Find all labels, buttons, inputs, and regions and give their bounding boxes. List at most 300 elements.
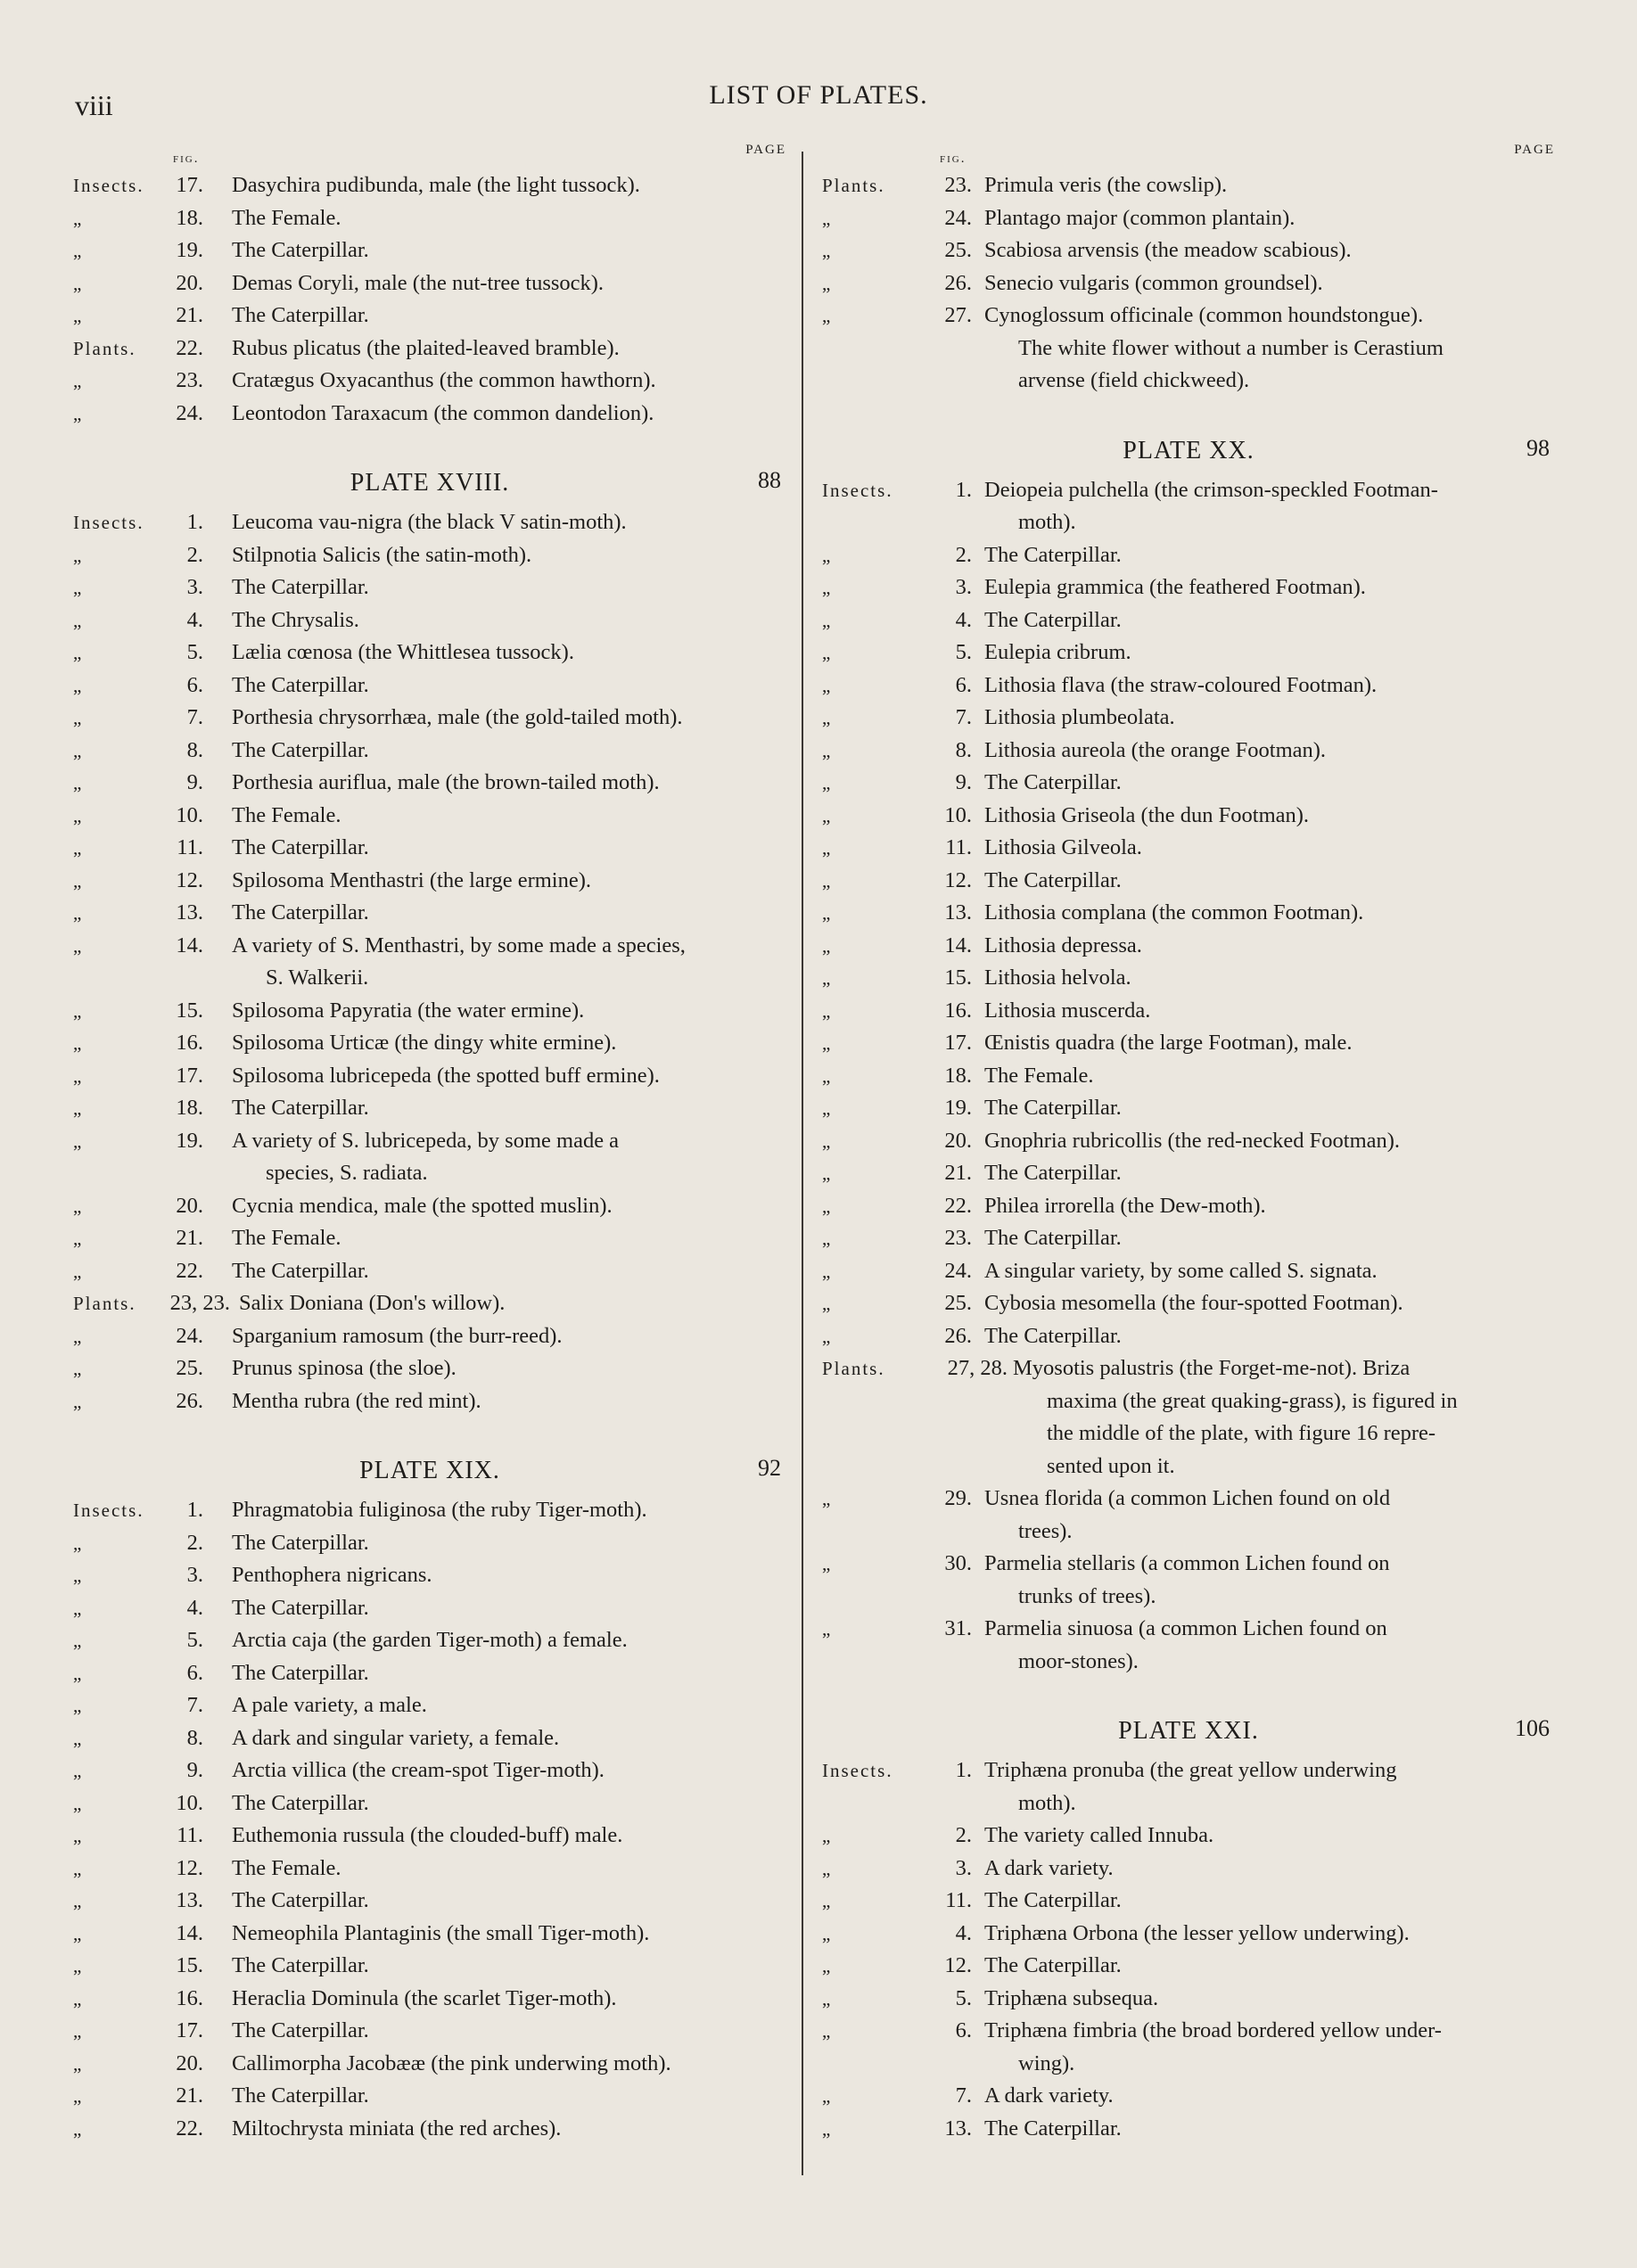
entry-line: The Caterpillar. (984, 1096, 1122, 1120)
entry-line: The Caterpillar. (232, 2083, 369, 2108)
figure-number: 15. (176, 1953, 203, 1977)
entry-line: The Caterpillar. (984, 2116, 1122, 2141)
entry-category: „ (73, 804, 84, 826)
figure-number: 4. (955, 1920, 972, 1945)
list-entry (73, 267, 786, 300)
figure-number: 23. (944, 173, 972, 197)
entry-category: „ (73, 1955, 84, 1976)
list-entry (73, 1222, 786, 1255)
column-header (73, 143, 786, 169)
figure-number: 6. (955, 672, 972, 697)
entry-category: Insects. (73, 175, 144, 196)
entry-line: Phragmatobia fuliginosa (the ruby Tiger-moth). (232, 1498, 647, 1522)
figure-number: 17. (176, 173, 203, 197)
entry-category: „ (73, 2085, 84, 2107)
entry-line: Eulepia cribrum. (984, 640, 1131, 664)
entry-line: species, S. radiata. (266, 1161, 428, 1185)
entry-line: The Caterpillar. (984, 607, 1122, 632)
entry-category: „ (73, 772, 84, 793)
entry-category: „ (73, 1032, 84, 1054)
entry-line: Spilosoma Menthastri (the large ermine). (232, 867, 592, 892)
figure-number: 18. (176, 205, 203, 230)
entry-category: „ (822, 1553, 833, 1574)
entry-line: Cratægus Oxyacanthus (the common hawthorn). (232, 368, 656, 392)
list-entry (822, 1483, 1555, 1548)
entry-line: Gnophria rubricollis (the red-necked Footman). (984, 1128, 1401, 1153)
list-entry (822, 995, 1555, 1028)
figure-number: 20. (176, 1193, 203, 1218)
list-entry (73, 1255, 786, 1288)
list-entry (73, 365, 786, 398)
figure-number: 14. (176, 1920, 203, 1945)
entry-line: Plantago major (common plantain). (984, 205, 1296, 230)
entry-category: „ (822, 1228, 833, 1249)
figure-number: 13. (944, 900, 972, 924)
list-entry (822, 930, 1555, 963)
plate-page-number: 88 (758, 467, 781, 493)
figure-number: 4. (186, 607, 203, 632)
entry-category: „ (822, 1163, 833, 1184)
list-entry (822, 1950, 1555, 1983)
entry-line: The Female. (232, 1226, 341, 1250)
entry-line: The Caterpillar. (232, 303, 369, 327)
figure-number: 6. (955, 2018, 972, 2042)
figure-number: 12. (944, 867, 972, 892)
entry-line: Heraclia Dominula (the scarlet Tiger-moth). (232, 1985, 617, 2010)
list-entry (822, 1352, 1555, 1483)
entry-category: „ (73, 707, 84, 728)
figure-number: 22. (944, 1193, 972, 1218)
entry-category: „ (822, 609, 833, 631)
entry-line: The Caterpillar. (984, 542, 1122, 567)
entry-category: „ (73, 1792, 84, 1814)
entry-line: The Caterpillar. (232, 1530, 369, 1555)
figure-number: 22. (176, 1258, 203, 1283)
entry-category: „ (73, 370, 84, 391)
plate-title: PLATE XVIII. (350, 469, 510, 497)
entry-line: moor-stones). (1018, 1648, 1139, 1673)
entry-category: „ (822, 1260, 833, 1282)
entry-line: Prunus spinosa (the sloe). (232, 1356, 457, 1380)
entry-category: „ (73, 609, 84, 631)
list-entry (73, 1125, 786, 1190)
entry-category: „ (73, 999, 84, 1022)
list-entry (73, 1060, 786, 1093)
plate-heading (822, 428, 1555, 474)
plate-page-number: 106 (1515, 1715, 1550, 1741)
figure-number: 3. (186, 1563, 203, 1587)
entry-line: Dasychira pudibunda, male (the light tussock). (232, 173, 640, 197)
list-entry (822, 1820, 1555, 1853)
list-entry (73, 539, 786, 572)
entry-category: „ (822, 2020, 833, 2042)
list-entry (73, 832, 786, 865)
entry-category: „ (73, 1662, 84, 1684)
list-entry (822, 2080, 1555, 2113)
list-entry (73, 1190, 786, 1223)
entry-category: „ (73, 837, 84, 859)
figure-number: 6. (186, 672, 203, 697)
plate-section (822, 428, 1555, 1679)
list-entry (822, 637, 1555, 670)
list-entry (73, 506, 786, 539)
figure-number: 11. (945, 835, 972, 859)
list-entry (822, 832, 1555, 865)
figure-number: 21. (176, 303, 203, 327)
entry-line: A dark and singular variety, a female. (232, 1725, 560, 1750)
list-entry (73, 670, 786, 703)
entry-line: Spilosoma lubricepeda (the spotted buff ermine). (232, 1063, 660, 1088)
entry-line: moth). (1018, 510, 1076, 534)
plate-heading (73, 460, 786, 506)
entry-line: The white flower without a number is Cerastium (1018, 335, 1444, 360)
entry-line: The Caterpillar. (984, 1888, 1122, 1912)
figure-number: 18. (176, 1096, 203, 1120)
figure-number: 5. (955, 640, 972, 664)
figure-number: 2. (955, 1823, 972, 1847)
entry-line: Nemeophila Plantaginis (the small Tiger-moth). (232, 1920, 650, 1945)
plate-section (73, 460, 786, 1418)
figure-number: 26. (176, 1388, 203, 1413)
page-label: PAGE (1514, 143, 1555, 157)
entry-category: „ (73, 902, 84, 924)
entry-category: „ (73, 577, 84, 598)
list-entry (822, 1885, 1555, 1918)
figure-number: 11. (177, 1823, 203, 1847)
figure-number: 30. (944, 1551, 972, 1575)
figure-number: 12. (176, 867, 203, 892)
entry-line: The Caterpillar. (232, 238, 369, 262)
column-header (822, 143, 1555, 169)
list-entry (73, 571, 786, 604)
entry-line: Penthophera nigricans. (232, 1563, 432, 1587)
entry-category: Plants. (73, 337, 136, 359)
entry-line: S. Walkerii. (266, 966, 369, 990)
entry-line: The Caterpillar. (984, 1226, 1122, 1250)
list-entry (822, 234, 1555, 267)
entry-line: The Caterpillar. (984, 1953, 1122, 1977)
entry-category: „ (822, 837, 833, 859)
list-entry (822, 800, 1555, 833)
list-entry (822, 962, 1555, 995)
figure-number: 17. (176, 2018, 203, 2042)
entry-line: The Caterpillar. (984, 770, 1122, 794)
figure-number: 19. (944, 1096, 972, 1120)
entry-line: the middle of the plate, with figure 16 repre- (1047, 1421, 1436, 1445)
list-entry (822, 1060, 1555, 1093)
entry-line: Sparganium ramosum (the burr-reed). (232, 1323, 563, 1348)
entry-line: A variety of S. Menthastri, by some made a species, (232, 933, 686, 957)
entry-line: Rubus plicatus (the plaited-leaved bramble). (232, 335, 620, 360)
list-entry (822, 539, 1555, 572)
list-entry (822, 670, 1555, 703)
list-entry (73, 604, 786, 637)
figure-number: 8. (186, 1725, 203, 1750)
list-entry (73, 1320, 786, 1353)
list-entry (73, 897, 786, 930)
page-header (0, 73, 1637, 127)
fig-label: fig. (940, 152, 967, 166)
entry-line: Scabiosa arvensis (the meadow scabious). (984, 238, 1352, 262)
list-entry (73, 2113, 786, 2146)
list-entry (73, 865, 786, 898)
entry-line: The Caterpillar. (232, 672, 369, 697)
entry-category: „ (822, 272, 833, 294)
list-entry (73, 333, 786, 366)
entry-line: The Caterpillar. (232, 2018, 369, 2042)
entry-line: The Chrysalis. (232, 607, 359, 632)
list-entry (822, 1754, 1555, 1820)
entry-category: „ (822, 707, 833, 728)
list-entry (73, 1657, 786, 1690)
entry-category: „ (73, 869, 84, 892)
list-entry (73, 1494, 786, 1527)
figure-number: 17. (944, 1031, 972, 1055)
entry-category: „ (73, 544, 84, 566)
plate-heading (73, 1448, 786, 1494)
figure-number: 2. (186, 1530, 203, 1555)
entry-category: „ (73, 305, 84, 326)
entry-category: „ (822, 999, 833, 1022)
entry-category: „ (73, 1890, 84, 1911)
entry-line: Callimorpha Jacobææ (the pink underwing moth). (232, 2050, 671, 2075)
figure-number: 11. (177, 835, 203, 859)
entry-category: „ (73, 1922, 84, 1944)
entry-line: The Caterpillar. (232, 575, 369, 599)
entry-line: Lithosia helvola. (984, 966, 1131, 990)
entry-line: The Female. (984, 1063, 1094, 1088)
list-entry (73, 1527, 786, 1560)
entry-line: The Caterpillar. (984, 867, 1122, 892)
entry-line: Lithosia Gilveola. (984, 835, 1142, 859)
list-entry (73, 637, 786, 670)
entry-line: Œnistis quadra (the large Footman), male. (984, 1031, 1353, 1055)
entry-line: Cynoglossum officinale (common houndstongue). (984, 303, 1424, 327)
entry-line: Parmelia stellaris (a common Lichen found on (984, 1551, 1390, 1575)
figure-number: 6. (186, 1660, 203, 1685)
entry-category: Insects. (822, 479, 893, 501)
entry-category: „ (822, 1890, 833, 1911)
figure-number: 16. (176, 1031, 203, 1055)
figure-number: 31. (944, 1616, 972, 1640)
list-entry (822, 1853, 1555, 1886)
figure-number: 20. (176, 2050, 203, 2075)
figure-number: 19. (176, 1128, 203, 1153)
entry-line: The Caterpillar. (232, 1888, 369, 1912)
figure-number: 9. (186, 770, 203, 794)
list-entry (73, 2015, 786, 2048)
figure-number: 13. (176, 900, 203, 924)
page-label: PAGE (745, 143, 786, 157)
list-entry (822, 1222, 1555, 1255)
entry-line: The Caterpillar. (232, 1595, 369, 1620)
list-entry (822, 702, 1555, 735)
figure-number: 24. (944, 205, 972, 230)
entry-category: „ (822, 207, 833, 229)
list-entry (822, 1190, 1555, 1223)
figure-number: 23. (176, 368, 203, 392)
entry-category: „ (73, 1260, 84, 1282)
entry-category: „ (822, 967, 833, 989)
entry-line: The Caterpillar. (232, 1790, 369, 1815)
entry-line: The Female. (232, 802, 341, 827)
entry-line: Arctia caja (the garden Tiger-moth) a female. (232, 1628, 628, 1652)
entry-category: „ (822, 305, 833, 326)
entry-line: Lithosia depressa. (984, 933, 1142, 957)
figure-number: 7. (955, 705, 972, 729)
entry-category: „ (822, 772, 833, 793)
entry-line: moth). (1018, 1790, 1076, 1815)
list-entry (822, 1320, 1555, 1353)
page-number: viii (75, 89, 113, 121)
list-entry (822, 1157, 1555, 1190)
fig-label: fig. (173, 152, 200, 166)
figure-number: 2. (955, 542, 972, 567)
list-entry (822, 202, 1555, 235)
figure-number: 14. (176, 933, 203, 957)
figure-number: 7. (955, 2083, 972, 2108)
entry-line: sented upon it. (1047, 1453, 1175, 1478)
plates-container (822, 428, 1555, 2146)
figure-number: 1. (955, 477, 972, 502)
figure-number: 9. (186, 1758, 203, 1782)
figure-number: 19. (176, 238, 203, 262)
plate-title: PLATE XXI. (1118, 1717, 1259, 1745)
entry-category: „ (73, 1532, 84, 1554)
entry-category: „ (73, 2117, 84, 2140)
entry-line: A variety of S. lubricepeda, by some made a (232, 1128, 620, 1153)
list-entry (73, 1918, 786, 1951)
figure-number: 21. (176, 2083, 203, 2108)
list-entry (73, 735, 786, 768)
figure-number: 21. (176, 1226, 203, 1250)
entry-line: Arctia villica (the cream-spot Tiger-moth). (232, 1758, 605, 1782)
entry-line: Triphæna pronuba (the great yellow underwing (984, 1758, 1397, 1782)
figure-number: 15. (176, 998, 203, 1023)
entry-line: wing). (1018, 2050, 1075, 2075)
figure-number: 20. (944, 1128, 972, 1153)
entry-line: Deiopeia pulchella (the crimson-speckled Footman- (984, 477, 1438, 502)
figure-number: 26. (944, 270, 972, 295)
entry-category: „ (73, 1097, 84, 1119)
figure-number: 13. (944, 2116, 972, 2141)
entry-list (822, 169, 1555, 398)
entry-line: A dark variety. (984, 1855, 1114, 1880)
entry-category: „ (73, 1857, 84, 1879)
figure-number: 22. (176, 335, 203, 360)
entry-line: Eulepia grammica (the feathered Footman). (984, 575, 1366, 599)
list-entry (73, 169, 786, 202)
plate-page-number: 98 (1526, 434, 1550, 461)
figure-number: 25. (944, 238, 972, 262)
list-entry (822, 735, 1555, 768)
entry-category: „ (822, 1618, 833, 1639)
list-entry (73, 800, 786, 833)
list-entry (822, 1918, 1555, 1951)
list-entry (73, 1592, 786, 1625)
figure-number: 4. (186, 1595, 203, 1620)
list-entry (822, 1125, 1555, 1158)
list-entry (822, 2113, 1555, 2146)
entry-line: Triphæna subsequa. (984, 1985, 1159, 2010)
figure-number: 8. (955, 737, 972, 762)
entry-category: Insects. (73, 1500, 144, 1521)
entry-line: Lithosia muscerda. (984, 998, 1151, 1023)
entry-category: Plants. (822, 1358, 885, 1379)
list-entry (822, 1255, 1555, 1288)
entry-line: Leucoma vau-nigra (the black V satin-moth). (232, 510, 627, 534)
list-entry (73, 995, 786, 1028)
entry-category: „ (822, 934, 833, 957)
figure-number: 16. (944, 998, 972, 1023)
entry-line: Myosotis palustris (the Forget-me-not). Briza (1013, 1356, 1411, 1380)
list-entry (822, 1287, 1555, 1320)
figure-number: 7. (186, 705, 203, 729)
figure-number: 27. (944, 303, 972, 327)
figure-number: 24. (944, 1258, 972, 1283)
list-entry (73, 300, 786, 333)
entry-category: „ (73, 1195, 84, 1217)
figure-number: 22. (176, 2116, 203, 2141)
plates-container (73, 460, 786, 2145)
figure-number: 5. (186, 1628, 203, 1652)
entry-category: „ (73, 2052, 84, 2075)
entry-category: „ (73, 1630, 84, 1651)
list-entry (822, 865, 1555, 898)
list-entry (73, 1287, 786, 1320)
list-entry (73, 1027, 786, 1060)
entry-category: „ (822, 1130, 833, 1152)
entry-category: „ (822, 674, 833, 696)
figure-number: 7. (186, 1693, 203, 1717)
entry-line: Cycnia mendica, male (the spotted muslin). (232, 1193, 613, 1218)
entry-line: A pale variety, a male. (232, 1693, 427, 1717)
entry-category: „ (822, 1987, 833, 2009)
entry-category: „ (822, 544, 833, 566)
entry-category: „ (822, 2117, 833, 2140)
figure-number: 9. (955, 770, 972, 794)
figure-number: 5. (955, 1985, 972, 2010)
entry-category: „ (73, 1987, 84, 2009)
entry-line: The Caterpillar. (232, 1953, 369, 1977)
figure-number: 12. (176, 1855, 203, 1880)
figure-number: 11. (945, 1888, 972, 1912)
plate-heading (822, 1708, 1555, 1754)
entry-line: The Caterpillar. (232, 835, 369, 859)
figure-number: 4. (955, 607, 972, 632)
plate-title: PLATE XX. (1123, 436, 1254, 464)
figure-number: 10. (176, 1790, 203, 1815)
entry-category: „ (822, 1097, 833, 1119)
list-entry (73, 1787, 786, 1820)
entry-category: „ (822, 739, 833, 761)
entry-category: „ (822, 1195, 833, 1217)
entry-category: „ (73, 1228, 84, 1249)
entry-line: Lithosia Griseola (the dun Footman). (984, 802, 1310, 827)
right-column (822, 143, 1555, 2145)
plate-page-number: 92 (758, 1455, 781, 1481)
list-entry (73, 1385, 786, 1418)
figure-number: 25. (176, 1356, 203, 1380)
entry-line: Porthesia auriflua, male (the brown-tailed moth). (232, 770, 660, 794)
list-entry (73, 1689, 786, 1722)
entry-category: „ (73, 1825, 84, 1846)
entry-category: „ (73, 2020, 84, 2042)
list-entry (822, 1983, 1555, 2016)
entry-category: „ (822, 1488, 833, 1509)
entry-category: „ (822, 1857, 833, 1879)
entry-line: Triphæna Orbona (the lesser yellow underwing). (984, 1920, 1410, 1945)
